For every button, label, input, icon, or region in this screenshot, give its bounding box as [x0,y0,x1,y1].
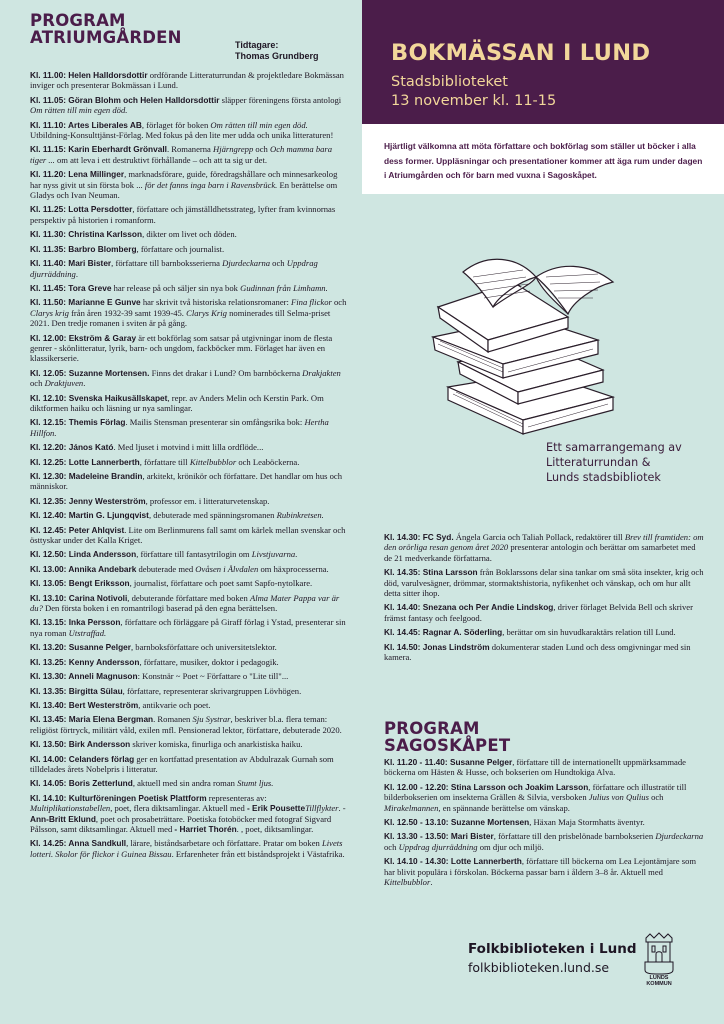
entry-book-title: Draktjuven [44,378,84,389]
entry-text: dokumenterar staden Lund och dess omgivningar med sin kamera. [384,641,691,663]
event-details [391,73,556,111]
entry-text: och Leaböckerna. [236,456,300,467]
entry-time-name: Kl. 12.15: Themis Förlag [30,417,126,428]
entry-book-title: Clarys krig [30,307,69,318]
entry-text: och [270,258,287,269]
entry-book-title: Djurdeckarna [222,258,271,269]
entry-text: . [236,823,241,834]
schedule-entry [30,258,348,279]
entry-time-name: Kl. 13.50: Birk Andersson [30,739,131,750]
entry-book-title: Hjärngrepp [213,144,254,155]
schedule-entry [30,204,348,225]
entry-text: . Lite om Berlinmurens fall samt om kärlek mellan svenskar och östtyskar under det Kalla Kriget. [30,524,346,546]
entry-time-name: Kl. 14.40: Snezana och Per Andie Lindskog [384,602,554,613]
entry-text: , poet, diktsamlingar. [240,823,314,834]
schedule-entry [30,793,348,835]
schedule-entry [30,283,348,293]
schedule-entry [30,671,348,681]
schedule-entry [30,496,348,506]
schedule-entry [30,700,348,710]
schedule-entry [30,169,348,200]
entry-text: skriver komiska, finurliga och anarkistiska haiku. [130,739,303,750]
entry-text: ordförande Litteraturrundan & projektledare Bokmässan inviger och presenterar Bokmässan i Lund. [30,70,344,91]
entry-book-title: Julius von Qulius [588,792,649,803]
entry-book-title: Stumt ljus. [237,778,274,789]
schedule-entry [30,417,348,438]
entry-book-title: Och mamma bara tiger ... [30,144,333,165]
entry-text: nominerades till Selma-priset 2021. Den tredje romanen i sviten är på gång. [30,307,331,329]
schedule-entry [30,525,348,546]
entry-text: , repr. av Anders Melin och Kerstin Park. Om diktformen haiku och läsning ur nya samlingar. [30,392,324,413]
entry-text: . [75,268,78,279]
entry-text: , debuterade med spänningsromanen [148,510,277,521]
schedule-entry [384,627,704,637]
schedule-entry [384,567,704,598]
entry-text: , debuterande författare med boken [127,592,250,603]
schedule-entry [384,757,704,778]
entry-text: , marknadsförare, guide, föredragshållare och minnesarkeolog har nyss givit ut sin första bok ... [30,169,338,190]
entry-text: , dikter om livet och döden. [142,229,237,240]
schedule-entry [30,739,348,749]
entry-time-name: Kl. 14.35: Stina Larsson [384,567,478,578]
stacked-books-illustration [418,222,623,442]
entry-text: , aktuell med sin andra roman [132,778,238,789]
entry-book-title: Alma Mater Pappa var är du? [30,592,340,614]
entry-text: från åren 1932-39 samt 1939-45. [68,307,187,318]
entry-text: , författare och illustratör till bilderbokserien om insekterna Grällen & Silvia, versboken [384,781,687,803]
entry-text: . [295,549,298,560]
schedule-entry [30,686,348,696]
entry-time-name: Kl. 11.50: Marianne E Gunve [30,297,141,308]
entry-time-name: Kl. 12.50 - 13.10: Suzanne Mortensen [384,817,530,828]
entry-text: och [253,144,270,155]
atrium-schedule-continued [384,532,704,666]
entry-time-name: Kl. 11.30: Christina Karlsson [30,229,143,240]
entry-text: , poet och prosabeträttare. Poetiska fotoböcker med fotograf Sigvard Pålsson, samt diktsamlingar. Aktuell med [30,813,332,834]
entry-time-name: Kl. 14.05: Boris Zetterlund [30,778,133,789]
schedule-entry [30,714,348,735]
collaboration-note [546,440,682,485]
atrium-schedule [30,70,348,863]
entry-text: , barnboksförfattare och universitetslektor. [131,642,277,653]
entry-text: och [30,378,45,389]
entry-time-name: Kl. 12.10: Svenska Haikusällskapet [30,392,168,403]
entry-time-name: Kl. 13.00: Annika Andebark [30,563,137,574]
entry-time-name: - Erik Pousette [246,803,306,814]
sagoskapet-heading [384,720,510,754]
schedule-entry [30,657,348,667]
entry-book-title: Fina flickor [291,297,332,308]
schedule-entry [30,564,348,574]
timekeeper-name: Thomas Grundberg [235,51,319,61]
entry-time-name: Kl. 12.30: Madeleine Brandin [30,471,143,481]
entry-time-name: Kl. 14.25: Anna Sandkull [30,838,127,849]
entry-text: , berättar om sin huvudkaraktärs relation till Lund. [502,627,676,638]
entry-text: om att leva i ett destruktivt förhållande – och att ta sig ur det. [54,154,267,165]
entry-book-title: Uppdrag djurräddning [30,258,318,279]
schedule-entry [30,442,348,452]
atrium-title-line2: ATRIUMGÅRDEN [30,28,182,47]
event-title: BOKMÄSSAN I LUND [391,40,651,66]
entry-time-name: Ann-Britt Eklund [30,813,96,824]
entry-time-name: Kl. 14.45: Ragnar A. Söderling [384,627,503,638]
entry-time-name: Kl. 11.20 - 11.40: Susanne Pelger [384,757,513,767]
entry-time-name: Kl. 11.25: Lotta Persdotter [30,204,133,215]
entry-text: och [331,297,347,308]
entry-text: , författare till den prisbelönade barnbokserien [493,831,656,842]
entry-time-name: - Harriet Thorén [174,823,237,834]
entry-text: , författare till de internationellt uppmärksammade böckerna om Hästen & Husse, och bokserien om Hundtokiga Alva. [384,757,686,778]
entry-time-name: Kl. 12.00: Ekström & Garay [30,332,137,343]
schedule-entry [30,593,348,614]
entry-text: presenterar antologin och berättar om samarbetet med de 21 medverkande författarna. [384,542,696,563]
entry-time-name: Kl. 13.05: Bengt Eriksson [30,578,130,589]
schedule-entry [384,856,704,887]
entry-text: . Romanerna [166,144,214,155]
entry-text: . Erfarenheter från ett biståndsprojekt i Västafrika. [171,848,345,859]
entry-time-name: Kl. 11.45: Tora Greve [30,282,112,293]
entry-time-name: Kl. 13.25: Kenny Andersson [30,656,140,667]
entry-text: har skrivit två historiska relationsromaner: [140,297,292,308]
entry-text: , arkitekt, krönikör och författare. Det handlar om hus och människor. [30,471,343,492]
entry-time-name: Kl. 14.50: Jonas Lindström [384,641,490,652]
entry-text: , författare till böckerna om Lea Lejontämjare som har blivit populära i förskolan. Böckerna passar barn i åldern 3–8 år. Aktuell med [384,856,697,877]
entry-book-title: Om rätten till min egen död. [210,119,308,130]
schedule-entry [384,782,704,813]
schedule-entry [30,549,348,559]
intro-text: Hjärtligt välkomna att möta författare och bokförlag som ställer ut böcker i alla dess former. Uppläsningar och presentationer kommer att äga rum under dagen i Atriumgården och för barn med vuxna i Sagoskåpet. [384,141,703,180]
entry-text: släpper föreningens första antologi [219,94,342,105]
entry-time-name: Kl. 11.10: Artes Liberales AB [30,119,142,130]
entry-book-title: Kittelbubblor [384,877,431,888]
entry-text: , journalist, författare och poet samt Sapfo-nytolkare. [129,578,313,589]
entry-book-title: Multiplikationstabellen [30,803,111,814]
entry-book-title: Brev till framtiden: om den orörliga resan genom året 2020 [384,532,704,553]
schedule-entry [30,393,348,414]
schedule-entry [30,144,348,165]
entry-text: . [83,378,86,389]
entry-book-title: Ovåsen i Ålvdalen [195,563,259,574]
collab-line1: Ett samarrangemang av [546,441,682,454]
entry-time-name: Kl. 14.30: FC Syd. [384,532,454,542]
schedule-entry [30,333,348,364]
entry-text: , beskriver bl.a. flera teman: religiöst förtryck, militärt våld, exilen mfl. Pensionerad lektor, författare, debuterade 2020. [30,714,342,735]
entry-text: , författare och jämställdhetsstrateg, lyfter fram kvinnornas perspektiv på historien i romanform. [30,204,336,225]
entry-text: , författare, musiker, doktor i pedagogik. [139,656,279,667]
schedule-entry [384,831,704,852]
sagoskapet-schedule [384,757,704,891]
entry-time-name: Kl. 13.30: Anneli Magnuson [30,671,138,682]
entry-time-name: Kl. 12.45: Peter Ahlqvist [30,524,125,535]
schedule-entry [30,457,348,467]
entry-text: . [430,877,433,888]
entry-text: . Romanen [153,714,193,725]
entry-book-title: Om rätten till min egen död. [30,105,128,116]
entry-time-name: Kl. 14.10: Kulturföreningen Poetisk Plattform [30,792,207,803]
schedule-entry [384,817,704,827]
entry-text: och [384,841,399,852]
entry-text: , en spännande berättelse om vänskap. [438,802,570,813]
saga-title-line2: SAGOSKÅPET [384,736,511,755]
entry-text: Utbildning-Konsulttjänst-Förlag. Med fokus på den lite mer udda och unika litteraturen! [30,130,334,141]
entry-book-title: Djurdeckarna [655,831,704,842]
entry-book-title: Tillflykter [305,803,339,814]
entry-time-name: Kl. 13.20: Susanne Pelger [30,642,131,653]
entry-time-name: Kl. 12.20: János Kató [30,442,114,453]
entry-text: representeras av: [206,792,267,803]
schedule-entry [30,120,348,141]
entry-time-name: Kl. 11.00: Helen Halldorsdottir [30,70,148,80]
schedule-entry [30,510,348,520]
entry-text: ger en kortfattad presentation av Abdulrazak Gurnah som tilldelades årets Nobelpris i litteratur. [30,753,334,774]
schedule-entry [30,578,348,588]
entry-text: . Med ljuset i motvind i mitt lilla ordflöde... [113,442,264,453]
entry-time-name: Kl. 13.10: Carina Notivoli [30,592,128,603]
entry-time-name: Kl. 11.40: Mari Bister [30,258,112,269]
entry-time-name: Kl. 13.40: Bert Westerström [30,699,139,710]
schedule-entry [30,368,348,389]
entry-text: En berättelse om Gladys och Ivan Neuman. [30,179,338,201]
entry-text: , författare och förläggare på Giraff förlag i Ystad, presenterar sin nya roman [30,617,346,638]
entry-time-name: Kl. 13.15: Inka Persson [30,617,121,628]
entry-book-title: Hertha Hillfon. [30,417,329,438]
entry-text: är ett bokförlag som satsar på utgivningar inom de flesta genrer - skönlitteratur, lyrik, barn- och ungdom, fackböcker mm. Förlaget har även en klassikerserie. [30,332,333,364]
schedule-entry [30,838,348,859]
entry-time-name: Kl. 11.20: Lena Millinger [30,169,125,180]
event-venue: Stadsbiblioteket [391,74,508,90]
crest-line2: KOMMUN [646,981,672,987]
event-date: 13 november kl. 11-15 [391,93,557,109]
schedule-entry [384,602,704,623]
entry-text: om häxprocesserna. [258,563,329,574]
entry-text: har release på och säljer sin nya bok [111,282,241,293]
entry-time-name: Kl. 13.35: Birgitta Sülau [30,685,123,696]
schedule-entry [384,532,704,563]
entry-text: : Konstnär ~ Poet ~ Författare o "Lite till"... [137,671,289,682]
entry-time-name: Kl. 12.00 - 12.20: Stina Larsson och Joakim Larsson [384,781,589,792]
timekeeper-label: Tidtagare: [235,40,279,50]
entry-book-title: för det fanns inga barn i Ravensbrück. [144,179,278,190]
entry-book-title: Utstraffad. [68,627,107,638]
timekeeper [235,40,319,62]
entry-text: och [648,792,664,803]
entry-time-name: Kl. 12.35: Jenny Westerström [30,495,146,506]
entry-book-title: Drakjakten [302,367,341,378]
entry-book-title: Kittelbubblor [189,456,237,467]
collab-line2: Litteraturrundan & [546,456,651,469]
saga-title-line1: PROGRAM [384,719,480,738]
entry-time-name: Kl. 12.50: Linda Andersson [30,549,137,560]
schedule-entry [30,297,348,328]
schedule-entry [30,617,348,638]
entry-book-title: Clarys Krig [186,307,227,318]
entry-time-name: Kl. 14.10 - 14.30: Lotte Lannerberth [384,856,522,867]
entry-text: Finns det drakar i Lund? Om barnböckerna [149,367,303,378]
entry-book-title: Gudinnan från Limhamn. [240,282,328,293]
entry-text: , författare till fantasytrilogin om [136,549,252,560]
schedule-entry [30,244,348,254]
entry-text: , författare och journalist. [136,243,225,254]
entry-time-name: Kl. 11.15: Karin Eberhardt Grönvall [30,144,167,155]
entry-text: , förlaget för boken [141,119,211,130]
schedule-entry [30,642,348,652]
entry-book-title: Livets lotteri. Skolor för flickor i Guinea Bissau [30,838,343,859]
entry-text: . Mailis Stensman presenterar sin omfångsrika bok: [125,417,305,428]
entry-time-name: Kl. 11.35: Barbro Blomberg [30,243,137,254]
entry-book-title: Rubinkretsen. [276,510,324,521]
entry-text: , författare till barnboksserierna [111,258,223,269]
entry-text: , poet, flera diktsamlingar. Aktuell med [110,803,247,814]
entry-time-name: Kl. 14.00: Celanders förlag [30,753,135,764]
entry-book-title: Mirakelmannen [384,802,439,813]
entry-text: , Häxan Maja Stormhatts äventyr. [529,817,645,828]
entry-time-name: Kl. 12.05: Suzanne Mortensen. [30,367,150,378]
entry-text: Ángela Garcia och Taliah Pollack, redaktörer till [453,532,625,542]
footer-library-name: Folkbiblioteken i Lund [468,941,637,957]
footer-url[interactable]: folkbiblioteken.lund.se [468,960,610,975]
schedule-entry [30,95,348,116]
entry-text: debuterade med [136,563,196,574]
entry-time-name: Kl. 12.40: Martin G. Ljungqvist [30,510,149,521]
entry-text: från Boklarssons delar sina tankar om små söta insekter, krig och död, varulvesägner, drömmar, stormaktshistoria, nyfikenhet och vänskap, och om hur allt detta sitter ihop. [384,567,704,599]
entry-text: , professor em. i litteraturvetenskap. [145,495,270,506]
entry-text: , författare, representerar skrivargruppen Lövhögen. [122,685,302,696]
entry-text: , driver förlaget Belvida Bell och skriver främst fantasy och feelgood. [384,602,693,623]
entry-text: Den första boken i en romantrilogi baserad på den egna berättelsen. [42,603,278,614]
collab-line3: Lunds stadsbibliotek [546,471,661,484]
schedule-entry [30,778,348,788]
entry-time-name: Kl. 11.05: Göran Blohm och Helen Halldorsdottir [30,94,220,105]
entry-text: om djur och miljö. [477,841,544,852]
entry-text: , lärare, biståndsarbetare och författare. Pratar om boken [126,838,322,849]
entry-time-name: Kl. 13.45: Maria Elena Bergman [30,714,154,725]
crest-caption [640,975,678,987]
schedule-entry [30,70,348,91]
entry-text: , författare till [139,456,190,467]
entry-book-title: Uppdrag djurräddning [398,841,478,852]
schedule-entry [384,642,704,663]
entry-time-name: Kl. 13.30 - 13.50: Mari Bister [384,831,494,842]
schedule-entry [30,471,348,492]
entry-book-title: Livstjuvarna [251,549,296,560]
entry-text: , antikvarie och poet. [138,699,211,710]
crest-line1: LUNDS [649,975,669,981]
entry-time-name: Kl. 12.25: Lotte Lannerberth [30,456,140,467]
schedule-entry [30,229,348,239]
entry-book-title: Sju Systrar [192,714,231,725]
schedule-entry [30,754,348,775]
entry-text: . - [338,803,346,814]
atrium-title-line1: PROGRAM [30,11,126,30]
